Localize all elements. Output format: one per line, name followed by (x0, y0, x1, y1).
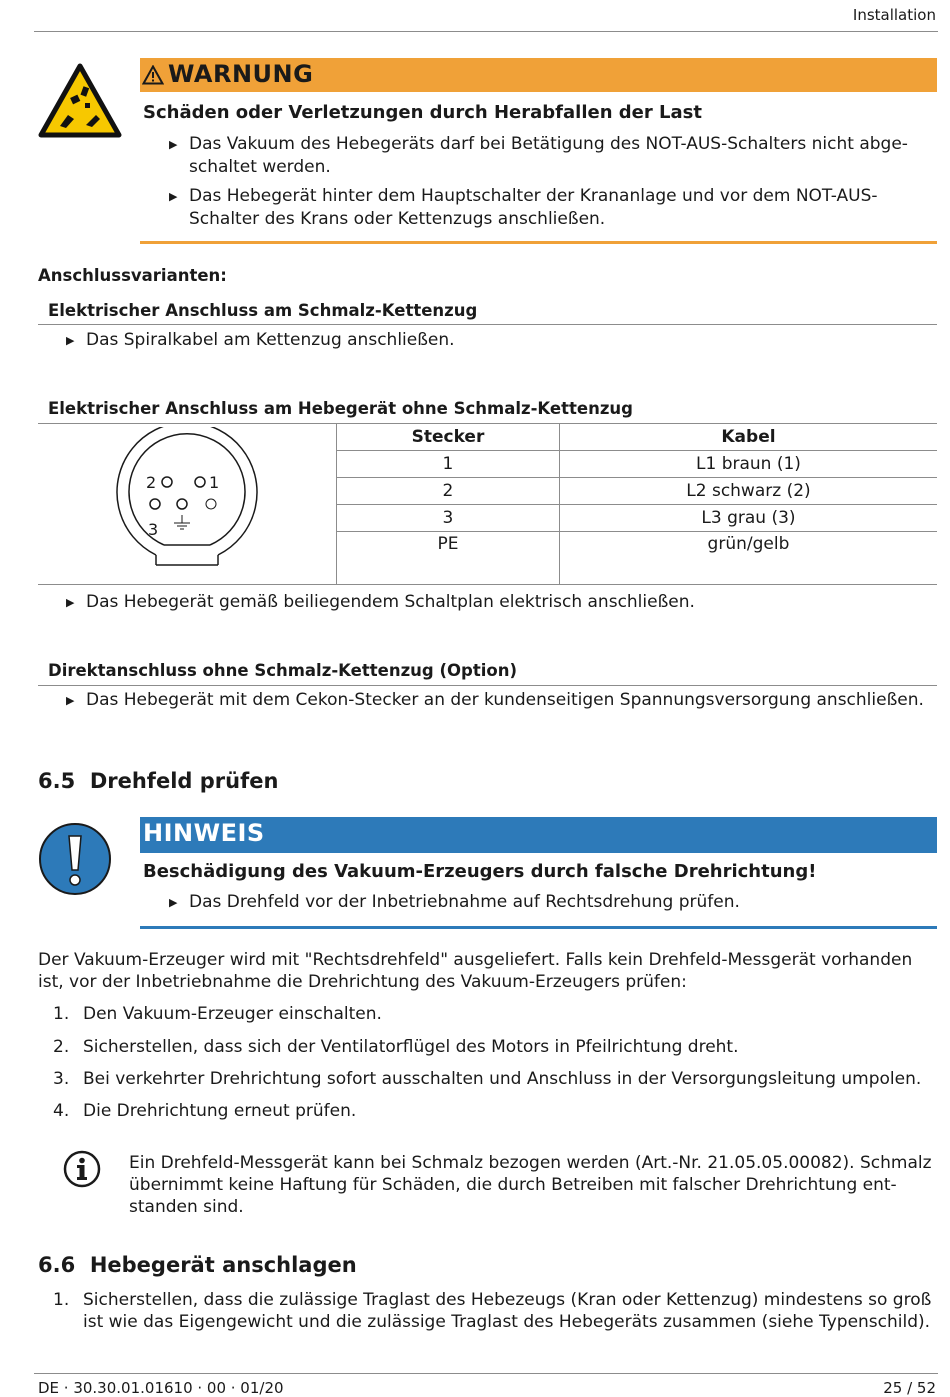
section-6-6-heading (38, 1253, 357, 1277)
header-divider (34, 31, 938, 32)
step-text (83, 1289, 931, 1333)
footer-divider (34, 1373, 938, 1374)
warning-bottom-rule (140, 241, 937, 244)
exclamation-notice-icon (38, 822, 112, 896)
connections-label: Anschlussvarianten: (38, 266, 227, 285)
pin-2-label: 2 (146, 472, 157, 492)
text-line: Sicherstellen, dass die zulässige Traglast des Hebezeugs (Kran oder Kettenzug) mindestens so groß (83, 1290, 932, 1310)
falling-load-warning-icon (38, 63, 122, 139)
table-cell: PE (337, 532, 560, 585)
table-cell: L2 schwarz (2) (559, 478, 937, 505)
step-text: Bei verkehrter Drehrichtung sofort ausschalten und Anschluss in der Versorgungsleitung umpolen. (83, 1069, 922, 1089)
step-text: Die Drehrichtung erneut prüfen. (83, 1101, 357, 1121)
step-text: Sicherstellen, dass sich der Ventilatorflügel des Motors in Pfeilrichtung dreht. (83, 1037, 739, 1057)
notice-bottom-rule (140, 926, 937, 929)
direct-heading: Direktanschluss ohne Schmalz-Kettenzug (Option) (48, 661, 518, 680)
step-num: 3. (53, 1069, 70, 1089)
plug-diagram-cell (38, 424, 337, 585)
bullet-arrow-icon: ▶ (66, 694, 75, 707)
section-number: 6.5 (38, 769, 76, 793)
step-num: 1. (53, 1004, 70, 1024)
bullet-arrow-icon: ▶ (169, 896, 178, 909)
footer-page-number: 25 / 52 (883, 1379, 936, 1397)
notice-title: HINWEIS (143, 819, 265, 847)
table-cell: 2 (337, 478, 560, 505)
pin-1-label: 1 (209, 472, 220, 492)
warning-subtitle: Schäden oder Verletzungen durch Herabfallen der Last (143, 102, 702, 123)
bullet-arrow-icon: ▶ (169, 138, 178, 151)
warning-title: WARNUNG (142, 60, 313, 88)
info-icon (63, 1150, 101, 1188)
bullet-arrow-icon: ▶ (66, 334, 75, 347)
warning-triangle-icon (142, 65, 164, 85)
direct-bullet: ▶ Das Hebegerät mit dem Cekon-Stecker an der kundenseitigen Spannungsversorgung anschließen. (66, 690, 924, 710)
text-line: ist wie das Eigengewicht und die zulässige Traglast des Hebegeräts zusammen (siehe Typenschild). (83, 1312, 931, 1332)
chain-bullet: ▶ Das Spiralkabel am Kettenzug anschließen. (66, 330, 455, 350)
notice-subtitle: Beschädigung des Vakuum-Erzeugers durch falsche Drehrichtung! (143, 861, 817, 882)
text-line: Der Vakuum-Erzeuger wird mit "Rechtsdrehfeld" ausgeliefert. Falls kein Drehfeld-Messgerät vorhanden (38, 950, 913, 970)
notice-bullet: ▶ Das Drehfeld vor der Inbetriebnahme auf Rechtsdrehung prüfen. (169, 892, 740, 912)
section-number: 6.6 (38, 1253, 76, 1277)
running-header: Installation (852, 6, 936, 24)
pin-3-label: 3 (148, 519, 159, 539)
warning-bullet: ▶ Das Hebegerät hinter dem Hauptschalter der Krananlage und vor dem NOT-AUS-Schalter des Krans oder Kettenzugs anschließen. (169, 186, 878, 229)
device-heading: Elektrischer Anschluss am Hebegerät ohne Schmalz-Kettenzug (48, 399, 633, 418)
text-line: standen sind. (129, 1197, 244, 1217)
bullet-arrow-icon: ▶ (169, 190, 178, 203)
step-num: 4. (53, 1101, 70, 1121)
chain-heading: Elektrischer Anschluss am Schmalz-Kettenzug (48, 301, 478, 320)
plug-pinout-icon (112, 427, 262, 577)
warning-bullet: ▶ Das Vakuum des Hebegeräts darf bei Betätigung des NOT-AUS-Schalters nicht abge-schaltet werden. (169, 134, 908, 177)
step-num: 2. (53, 1037, 70, 1057)
section-title: Hebegerät anschlagen (89, 1253, 357, 1277)
text-line: Ein Drehfeld-Messgerät kann bei Schmalz bezogen werden (Art.-Nr. 21.05.05.00082). Schmalz (129, 1153, 932, 1173)
section-title: Drehfeld prüfen (89, 769, 279, 793)
intro-paragraph (38, 949, 912, 993)
step-num: 1. (53, 1290, 70, 1310)
section-6-5-heading (38, 769, 278, 793)
table-cell: grün/gelb (559, 532, 937, 585)
table-cell: L1 braun (1) (559, 451, 937, 478)
device-bullet: ▶ Das Hebegerät gemäß beiliegendem Schaltplan elektrisch anschließen. (66, 592, 695, 612)
text-line: ist, vor der Inbetriebnahme die Drehrichtung des Vakuum-Erzeugers prüfen: (38, 972, 687, 992)
table-header-kabel: Kabel (559, 424, 937, 451)
bullet-arrow-icon: ▶ (66, 596, 75, 609)
table-cell: 3 (337, 505, 560, 532)
table-cell: L3 grau (3) (559, 505, 937, 532)
direct-heading-rule (38, 685, 937, 686)
text-line: übernimmt keine Haftung für Schäden, die durch Betreiben mit falscher Drehrichtung ent- (129, 1175, 897, 1195)
step-text: Den Vakuum-Erzeuger einschalten. (83, 1004, 382, 1024)
chain-heading-rule (38, 324, 937, 325)
pin-assignment-table (38, 423, 937, 585)
table-header-stecker: Stecker (337, 424, 560, 451)
table-cell: 1 (337, 451, 560, 478)
footer-doc-number: DE · 30.30.01.01610 · 00 · 01/20 (38, 1379, 284, 1397)
info-paragraph (129, 1152, 932, 1218)
